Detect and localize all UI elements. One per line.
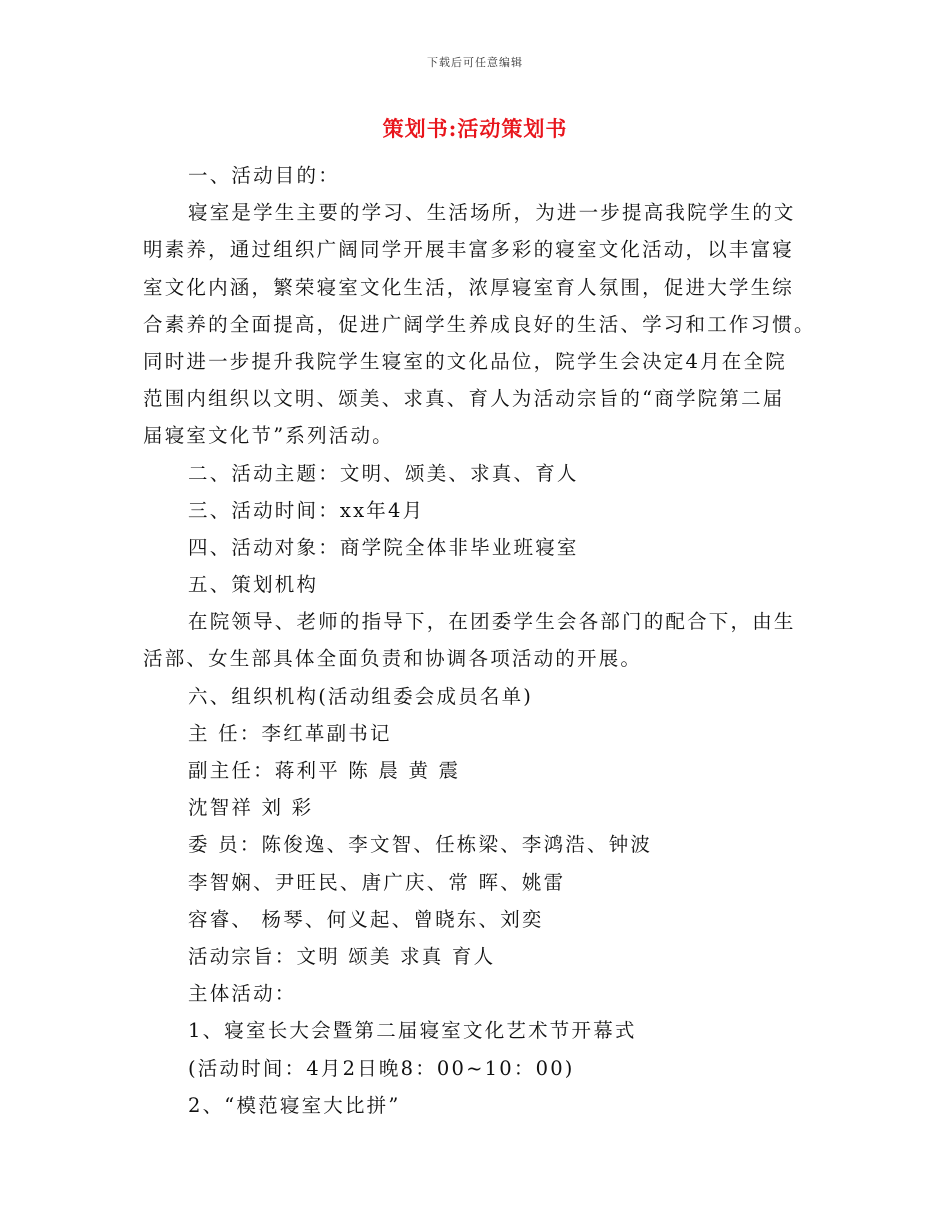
paragraph-line: 委 员：陈俊逸、李文智、任栋梁、李鸿浩、钟波: [188, 833, 653, 857]
paragraph-line: 室文化内涵，繁荣寝室文化生活，浓厚寝室育人氛围，促进大学生综: [143, 275, 795, 299]
paragraph-line: 四、活动对象：商学院全体非毕业班寝室: [188, 535, 579, 559]
header-note: 下载后可任意编辑: [427, 56, 523, 69]
paragraph-line: 五、策划机构: [188, 573, 319, 597]
document-title: 策划书:活动策划书: [382, 116, 568, 141]
paragraph-line: 二、活动主题：文明、颂美、求真、育人: [188, 461, 579, 485]
paragraph-line: 一、活动目的：: [188, 164, 340, 187]
paragraph-line: 主 任：李红革副书记: [188, 721, 392, 745]
paragraph-line: 范围内组织以文明、颂美、求真、育人为活动宗旨的“商学院第二届: [143, 387, 785, 411]
paragraph-line: 主体活动：: [188, 982, 297, 1006]
paragraph-line: 届寝室文化节”系列活动。: [143, 424, 394, 448]
document-body: [143, 157, 816, 1124]
paragraph-line: 李智娴、尹旺民、唐广庆、常 晖、姚雷: [188, 870, 566, 894]
paragraph-line: 寝室是学生主要的学习、生活场所，为进一步提高我院学生的文: [188, 201, 796, 225]
paragraph-line: 1、寝室长大会暨第二届寝室文化艺术节开幕式: [188, 1019, 637, 1043]
paragraph-line: 容睿、 杨琴、何义起、曾晓东、刘奕: [188, 907, 544, 931]
paragraph-line: 同时进一步提升我院学生寝室的文化品位，院学生会决定4月在全院: [143, 349, 787, 373]
paragraph-line: (活动时间：4月2日晚8：00~10：00): [188, 1056, 575, 1080]
paragraph-line: 沈智祥 刘 彩: [188, 796, 314, 820]
paragraph-line: 三、活动时间：xx年4月: [188, 498, 425, 522]
paragraph-line: 活动宗旨：文明 颂美 求真 育人: [188, 944, 496, 968]
paragraph-line: 副主任：蒋利平 陈 晨 黄 震: [188, 759, 461, 782]
paragraph-line: 2、“模范寝室大比拼”: [188, 1093, 401, 1117]
paragraph-line: 合素养的全面提高，促进广阔学生养成良好的生活、学习和工作习惯。: [143, 312, 816, 336]
paragraph-line: 明素养，通过组织广阔同学开展丰富多彩的寝室文化活动，以丰富寝: [143, 238, 795, 262]
paragraph-line: 活部、女生部具体全面负责和协调各项活动的开展。: [143, 647, 643, 671]
paragraph-line: 在院领导、老师的指导下，在团委学生会各部门的配合下，由生: [188, 610, 796, 634]
paragraph-line: 六、组织机构(活动组委会成员名单): [188, 684, 534, 708]
